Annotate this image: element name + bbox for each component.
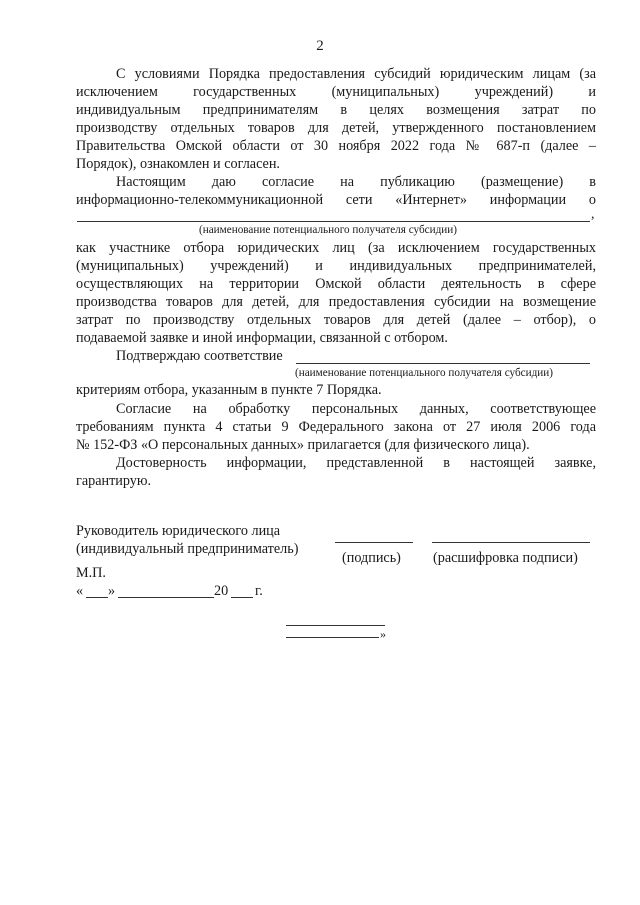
page-number: 2 bbox=[316, 38, 324, 54]
para1-line-2: исключением государственных (муниципальных) учреждений) и bbox=[76, 84, 596, 100]
para3-line-6: подаваемой заявке и иной информации, связанной с отбором. bbox=[76, 330, 448, 346]
recipient-name-blank bbox=[77, 221, 590, 222]
date-year-blank bbox=[231, 597, 253, 598]
confirm-label: Подтверждаю соответствие bbox=[116, 348, 283, 364]
para3-line-4: производства товаров для детей, для предоставления субсидии на возмещение bbox=[76, 294, 596, 310]
blank-comma: , bbox=[591, 207, 595, 222]
signer-subtitle: (индивидуальный предприниматель) bbox=[76, 541, 299, 557]
signature-caption: (подпись) bbox=[342, 550, 401, 566]
signature-decode-blank bbox=[432, 542, 590, 543]
para3-line-2: (муниципальных) учреждений) и индивидуальных предпринимателей, bbox=[76, 258, 596, 274]
para2-line-1: Настоящим даю согласие на публикацию (размещение) в bbox=[116, 174, 596, 190]
para1-line-5: Правительства Омской области от 30 ноября 2022 года № 687-п (далее – bbox=[76, 138, 596, 154]
confirm-recipient-blank bbox=[296, 363, 590, 364]
para2-line-2: информационно-телекоммуникационной сети «Интернет» информации о bbox=[76, 192, 596, 208]
date-open-quote: « bbox=[76, 583, 84, 599]
closing-quote: » bbox=[380, 627, 386, 641]
recipient-name-caption: (наименование потенциального получателя субсидии) bbox=[199, 224, 457, 236]
para1-line-1: С условиями Порядка предоставления субсидий юридическим лицам (за bbox=[116, 66, 596, 82]
para3-line-1: как участнике отбора юридических лиц (за исключением государственных bbox=[76, 240, 596, 256]
date-year-suffix: г. bbox=[255, 583, 263, 599]
date-month-blank bbox=[118, 597, 214, 598]
para1-line-6: Порядок), ознакомлен и согласен. bbox=[76, 156, 280, 172]
para3-line-5: затрат по производству отдельных товаров для детей (далее – отбор), о bbox=[76, 312, 596, 328]
para3-line-3: осуществляющих на территории Омской области деятельность в сфере bbox=[76, 276, 596, 292]
para1-line-4: производству отдельных товаров для детей, утвержденного постановлением bbox=[76, 120, 596, 136]
signature-decode-caption: (расшифровка подписи) bbox=[433, 550, 578, 566]
para4-line-3: № 152-ФЗ «О персональных данных» прилагается (для физического лица). bbox=[76, 437, 530, 453]
para5-line-2: гарантирую. bbox=[76, 473, 152, 489]
date-year-prefix: 20 bbox=[214, 583, 229, 599]
closing-rule-1 bbox=[286, 625, 385, 626]
confirm-tail: критериям отбора, указанным в пункте 7 Порядка. bbox=[76, 382, 382, 398]
signature-blank bbox=[335, 542, 413, 543]
confirm-recipient-caption: (наименование потенциального получателя субсидии) bbox=[295, 367, 553, 379]
para4-line-1: Согласие на обработку персональных данных, соответствующее bbox=[116, 401, 596, 417]
date-day-blank bbox=[86, 597, 108, 598]
closing-rule-2 bbox=[286, 637, 379, 638]
date-close-quote: » bbox=[108, 583, 116, 599]
para4-line-2: требованиям пункта 4 статьи 9 Федерального закона от 27 июля 2006 года bbox=[76, 419, 596, 435]
signer-title: Руководитель юридического лица bbox=[76, 523, 281, 539]
para5-line-1: Достоверность информации, представленной в настоящей заявке, bbox=[116, 455, 596, 471]
para1-line-3: индивидуальным предпринимателям в целях возмещения затрат по bbox=[76, 102, 596, 118]
stamp-label: М.П. bbox=[76, 565, 106, 581]
